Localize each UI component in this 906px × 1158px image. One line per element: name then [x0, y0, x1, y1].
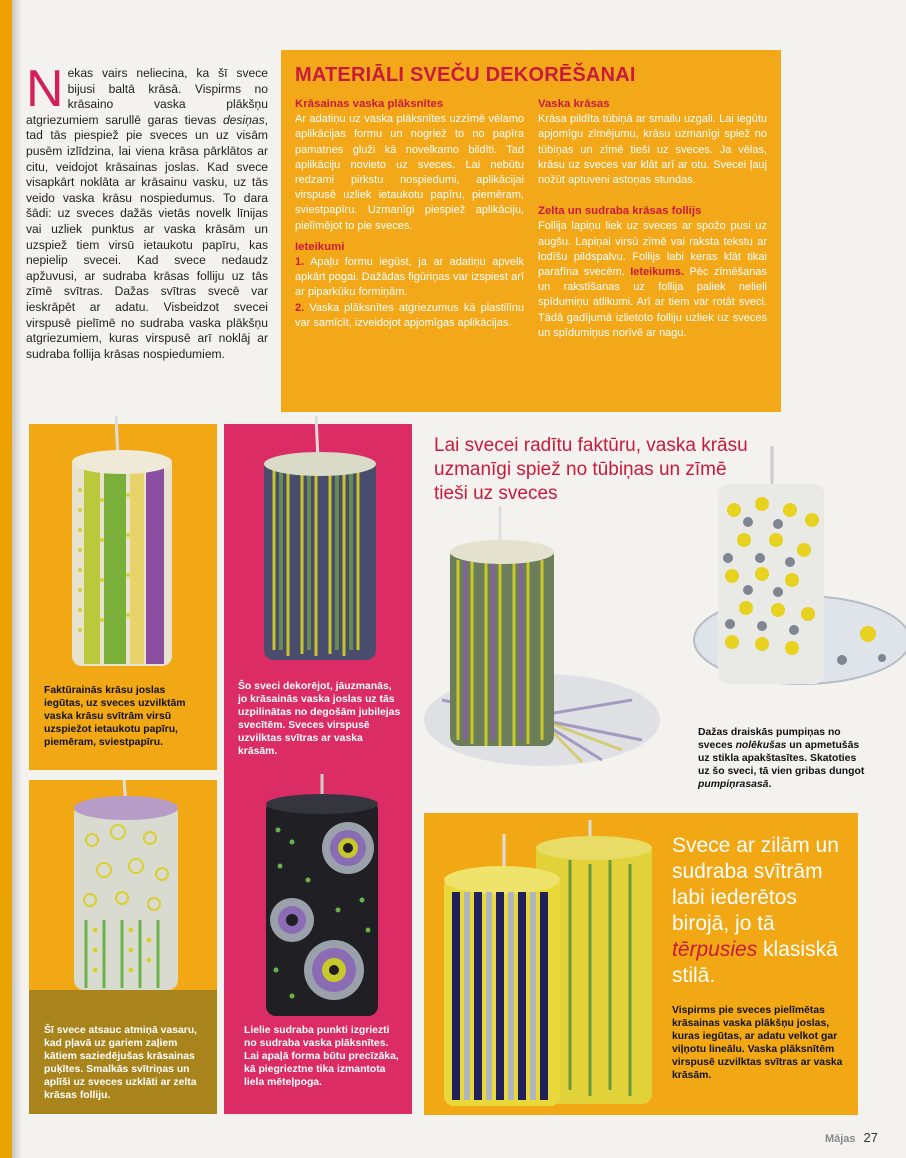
- foil-text: [538, 219, 767, 341]
- materials-box: [281, 50, 781, 412]
- texture-heading: Lai svecei radītu faktūru, vaska krāsu uzmanīgi spiež no tūbiņas un zīmē tieši uz sveces: [434, 435, 748, 504]
- foil-tip-label: Ieteikums.: [630, 266, 684, 279]
- caption-dotted-candle: [698, 726, 868, 791]
- page-edge-stripe: [0, 0, 12, 1158]
- caption-drip-candle: Šo sveci dekorējot, jāuzmanās, jo krāsainās vaska joslas uz tās uzpilinātas no degošām jubilejas svecītēm. Sveces virspusē uzvilktas svītras ar vaska krāsām.: [238, 681, 401, 757]
- wax-paints-heading: Vaska krāsas: [538, 98, 610, 110]
- office-heading-b: klasiskā stilā.: [672, 938, 838, 987]
- materials-title: MATERIĀLI SVEČU DEKORĒŠANAI: [295, 64, 636, 86]
- caption-silver-circles-candle: Lielie sudraba punkti izgriezti no sudraba vaska plāksnītes. Lai apaļā forma būtu precīzāka, kā piegrieztne tika izmantota liela mēteļpoga.: [244, 1025, 399, 1088]
- caption-dotted-b: un apmetušās uz stikla apakštasītes. Skatoties uz šo sveci, tā vien gribas dungot: [698, 740, 865, 777]
- tip-2: [295, 301, 524, 331]
- magazine-brand: Mājas: [824, 1133, 856, 1145]
- candle-drip-stripes-illustration: [250, 410, 390, 670]
- page-footer: [825, 1130, 878, 1145]
- materials-column-2: [538, 95, 767, 341]
- tip-2-text: Vaska plāksnītes atgriezumus kā plastilīnu var samīcīt, izveidojot apjomīgas aplikācijas.: [295, 301, 524, 329]
- dropcap: N: [26, 60, 64, 118]
- intro-italic: desiņas: [222, 112, 265, 127]
- page-number: 27: [863, 1130, 878, 1145]
- tip-1-text: Apaļu formu iegūst, ja ar adatiņu apvelk apkārt pogai. Dažādas figūriņas var izspiest arī ar piparkūku formiņām.: [295, 256, 524, 299]
- intro-text-1: ekas vairs neliecina, ka šī svece bijusi baltā krāsā. Vispirms no krāsaino vaska plākšņu atgriezumiem sarullē garas tievas: [26, 66, 268, 127]
- tip-1-number: 1.: [295, 256, 305, 269]
- caption-dotted-italic2: pumpiņrasasā: [698, 779, 769, 790]
- caption-dotted-c: .: [768, 779, 772, 790]
- materials-column-1: [295, 95, 524, 341]
- intro-text-2: , tad tās piespiež pie sveces un uz visām pusēm izlīdzina, lai viena krāsa pārklātos ar citu, veidojot krāsainas joslas. Kad svece visapkārt noklāta ar krāsainu vasku, uz tās veido vaska krāsu nospiedumus. To dara šādi: uz sveces dažās vietās novelk līnijas vai uzliek punktus ar vaska krāsām un uzspiež tiem virsū ietaukotu papīru, kas nepielip svecei. Kad svece nedaudz apžuvusi, ar sudraba krāsas folliju uz tās zīmē svītras. Dažas svītras svecē var ieskrāpēt ar adatu. Visbeidzot svecei virspusē pielīmē no sudraba vaska plākšņu atgriezumiem, kuras virspusē arī noklāj ar sudraba follija krāsas nospiedumiem.: [26, 112, 268, 361]
- candle-on-striped-plate-illustration: [422, 500, 682, 800]
- intro-paragraph: [26, 60, 268, 362]
- page-gutter-shadow: [12, 0, 22, 1158]
- office-heading: [672, 833, 848, 989]
- caption-dotted-a: Dažas draiskās pumpiņas no sveces: [698, 727, 841, 751]
- tip-2-number: 2.: [295, 301, 305, 314]
- caption-flower-candle: Šī svece atsauc atmiņā vasaru, kad pļavā uz gariem zaļiem kātiem saziedējušas krāsainas puķītes. Smalkās svītriņas un aplīši uz sveces uzklāti ar zelta krāsas folliju.: [44, 1025, 198, 1101]
- candle-striped-illustration: [60, 410, 190, 670]
- foil-text-b: Pēc zīmēšanas un rakstīšanas uz follija paliek nelieli spīdumiņu atlikumi. Arī ar tiem var rotāt sveci. Tādā gadījumā izlietoto folliju uzliek uz sveces un spīdumiņus norīvē ar nagu.: [538, 266, 768, 339]
- foil-text-a: Follija lapiņu liek uz sveces ar spožo pusi uz augšu. Lapiņai virsū zīmē vai raksta tekstu ar lodīšu pildspalvu. Follijs labi keras klāt tikai parafīna svecēm.: [538, 220, 767, 279]
- foil-heading: Zelta un sudraba krāsas follijs: [538, 205, 702, 218]
- caption-dotted-italic: nolēkušas: [735, 740, 787, 751]
- office-heading-italic: tērpusies: [672, 938, 758, 961]
- wax-paints-text: Krāsa pildīta tūbiņā ar smailu uzgali. Lai iegūtu apjomīgu zīmējumu, krāsu uzmanīgi spiež no tūbiņas un zīmē tieši uz sveces. Ja vēlas, krāsu uz sveces var klāt arī ar otu. Svecei ļauj nožūt aptuveni astoņas stundas.: [538, 113, 767, 187]
- candle-meadow-flowers-illustration: [60, 780, 190, 990]
- candles-yellow-striped-pair-illustration: [440, 820, 660, 1110]
- candle-silver-circles-illustration: [252, 770, 392, 1020]
- tips-heading: Ieteikumi: [295, 240, 345, 253]
- caption-striped-candle: Faktūrainās krāsu joslas iegūtas, uz sveces uzvilktām vaska krāsu svītrām virsū uzspiežot ietaukotu papīru, piemēram, sviestpapīru.: [44, 685, 186, 748]
- tip-1: [295, 255, 524, 301]
- wax-sheets-text: Ar adatiņu uz vaska plāksnītes uzzīmē vēlamo aplikācijas formu un nogriež to no papīra pamatnes gluži kā novelkamo bildīti. Tad aplikāciju novieto uz sveces. Lai nebūtu redzami pirkstu nospiedumi, aplikācijai virspusē uzliek ietaukotu papīru, piemēram, sviestpapīru. Uzmanīgi piespiež aplikāciju, pielīmējot to pie sveces.: [295, 113, 524, 232]
- caption-yellow-candles: Vispirms pie sveces pielīmētas krāsainas vaska plākšņu joslas, kuras iegūtas, ar adatu velkot gar viļņotu lineālu. Vaska plāksnītēm virspusē uzvilktas svītras ar vaska krāsām.: [672, 1005, 843, 1081]
- wax-sheets-heading: Krāsainas vaska plāksnītes: [295, 98, 444, 110]
- office-heading-a: Svece ar zilām un sudraba svītrām labi iederētos birojā, jo tā: [672, 834, 839, 935]
